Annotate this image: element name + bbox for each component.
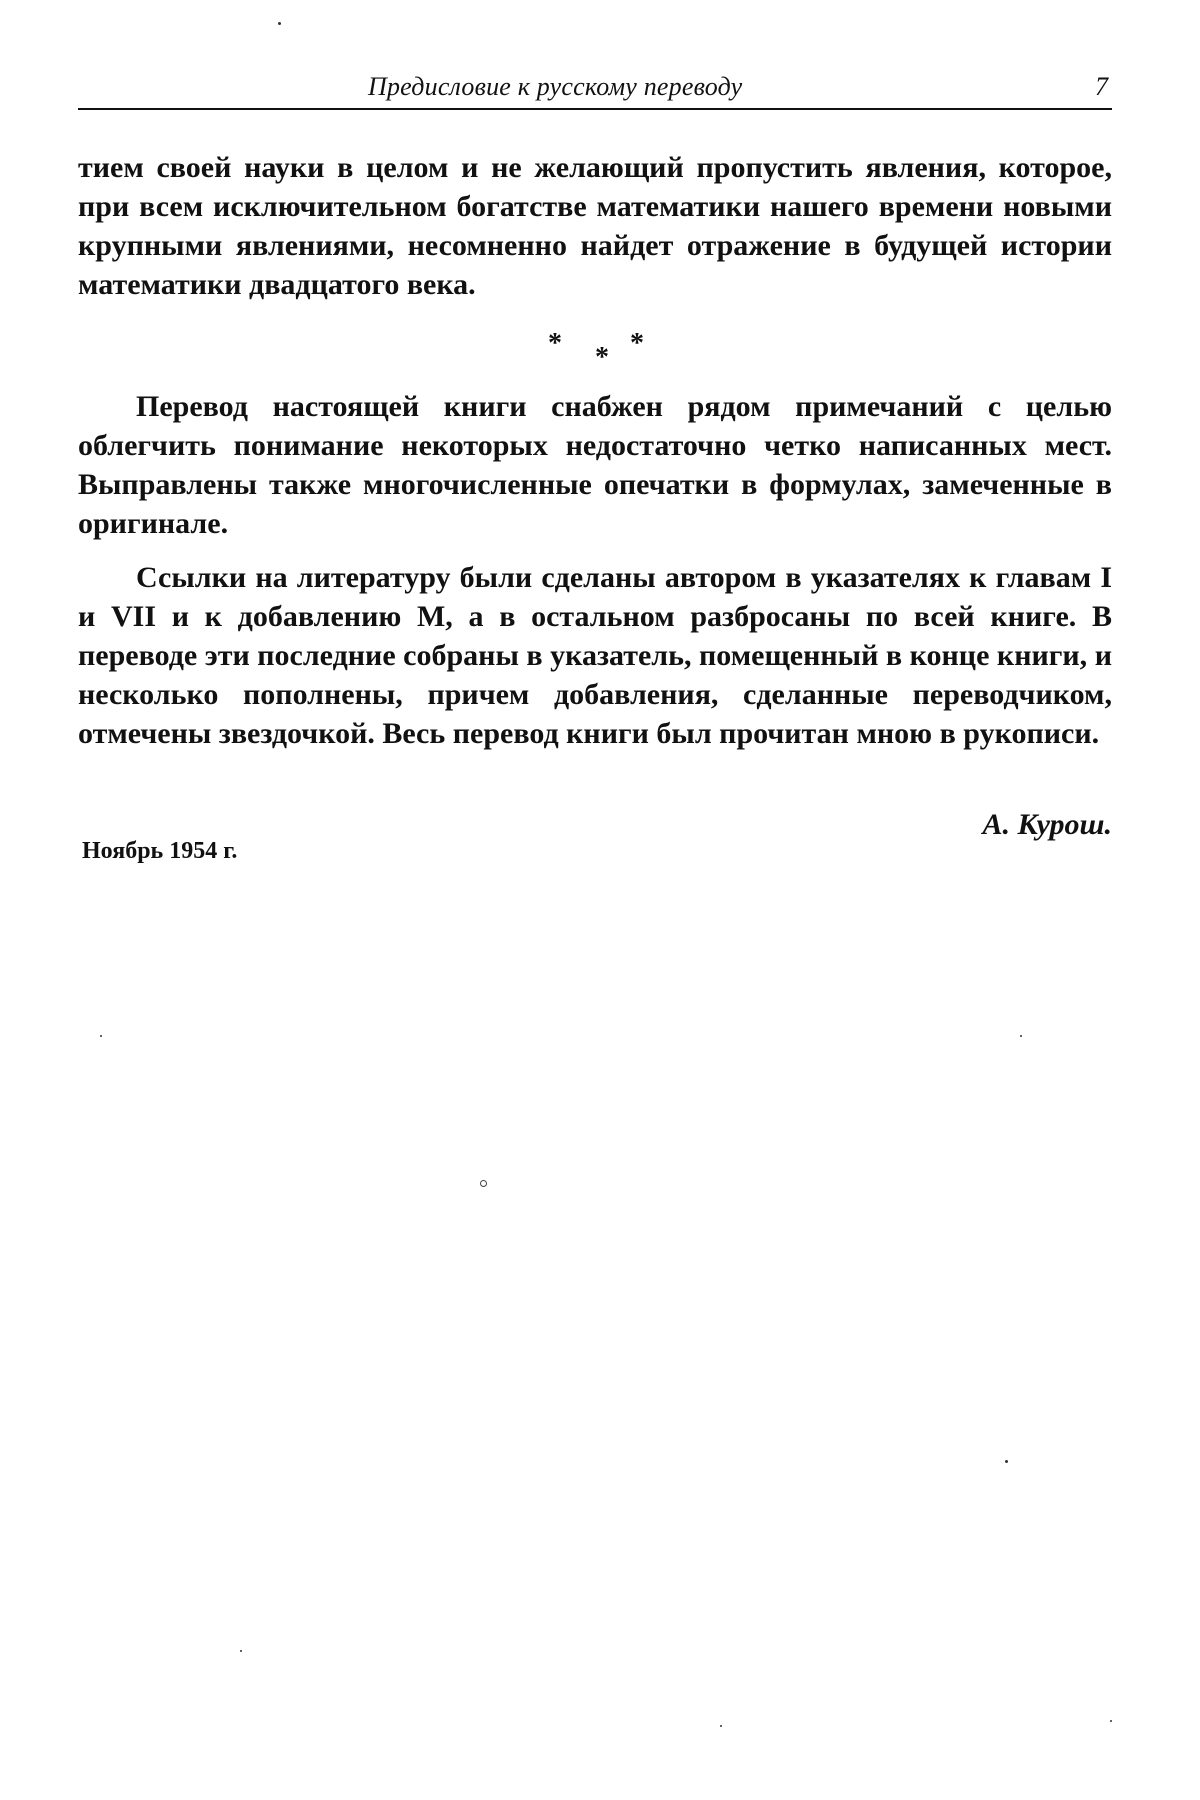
scan-speck bbox=[1005, 1460, 1008, 1463]
running-title: Предисловие к русскому переводу bbox=[368, 72, 743, 101]
paragraph-3-text: Ссылки на литературу были сделаны автором в указателях к главам I и VII и к добавлению M, а в остальном разбросаны по всей книге. В переводе эти последние собраны в указатель, помещенный в конце книги, и несколько пополнены, причем добавления, сделанные переводчиком, отмечены звездочкой. Весь перевод книги был прочитан мною в рукописи. bbox=[78, 561, 1112, 750]
scan-speck bbox=[720, 1725, 722, 1727]
scan-speck bbox=[278, 22, 281, 25]
paragraph-translation-notes bbox=[78, 387, 1112, 543]
section-separator bbox=[0, 320, 1200, 373]
scan-speck bbox=[1020, 1035, 1022, 1037]
paragraph-references bbox=[78, 558, 1112, 753]
running-header bbox=[78, 72, 1112, 110]
page-number: 7 bbox=[1095, 72, 1108, 101]
paragraph-2-text: Перевод настоящей книги снабжен рядом примечаний с целью облегчить понимание некоторых недостаточно четко написанных мест. Выправлены также многочисленные опечатки в формулах, замеченные в оригинале. bbox=[78, 390, 1112, 540]
scan-speck bbox=[100, 1035, 102, 1037]
date-line: Ноябрь 1954 г. bbox=[82, 838, 238, 864]
separator-star-right: * bbox=[630, 328, 644, 359]
paragraph-continuation bbox=[78, 148, 1112, 304]
scan-speck bbox=[240, 1650, 242, 1652]
paragraph-1-text: тием своей науки в целом и не желающий пропустить явления, которое, при всем исключительном богатстве математики нашего времени новыми крупными явлениями, несомненно найдет отражение в будущей истории математики двадцатого века. bbox=[78, 151, 1112, 301]
separator-star-left: * bbox=[548, 328, 562, 359]
scan-speck bbox=[480, 1180, 487, 1187]
author-signature: А. Курош. bbox=[982, 808, 1112, 841]
separator-star-middle: * bbox=[595, 342, 609, 373]
scan-speck bbox=[1110, 1720, 1112, 1722]
